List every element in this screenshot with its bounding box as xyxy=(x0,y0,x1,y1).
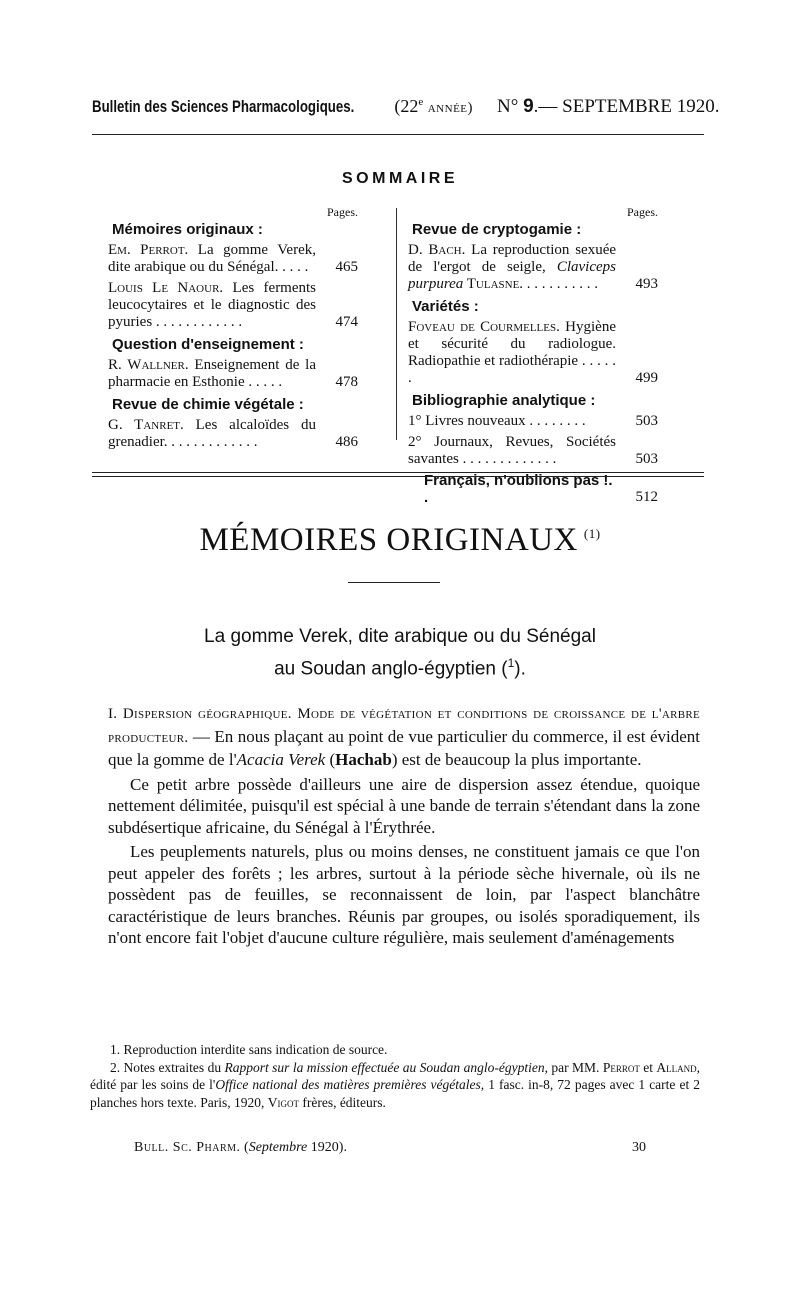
column-divider xyxy=(396,208,397,440)
sommaire-left-column xyxy=(108,206,358,455)
toc-page-number: 493 xyxy=(635,276,658,292)
toc-page-number: 503 xyxy=(635,451,658,467)
footnotes xyxy=(90,1041,700,1111)
pages-label: Pages. xyxy=(627,205,658,219)
toc-page-number: 499 xyxy=(635,370,658,386)
toc-entry[interactable]: G. Tanret. Les alcaloïdes du grenadier. . . . . . . . . . . . . 486 xyxy=(108,417,358,450)
citation-reference: Bull. Sc. Pharm. (Septembre 1920). xyxy=(134,1140,347,1155)
toc-entry[interactable]: 1° Livres nouveaux . . . . . . . . 503 xyxy=(408,413,658,429)
toc-entry[interactable]: R. Wallner. Enseignement de la pharmacie en Esthonie . . . . . 478 xyxy=(108,357,358,390)
issue-info: N° 9.— SEPTEMBRE 1920. xyxy=(497,96,720,117)
page-footer xyxy=(134,1140,646,1156)
section-heading: Bibliographie analytique : xyxy=(412,392,596,409)
toc-entry[interactable]: D. Bach. La reproduction sexuée de l'ergot de seigle, Claviceps purpurea Tulasne. . . . . . . . . . . 493 xyxy=(408,242,658,292)
section-heading: Variétés : xyxy=(412,298,479,315)
title-rule xyxy=(348,582,440,583)
footnote: 1. Reproduction interdite sans indication de source. xyxy=(110,1042,388,1057)
paragraph: Ce petit arbre possède d'ailleurs une aire de dispersion assez étendue, quoique nettement délimitée, puisqu'il est spécial à une bande de terrain s'étendant dans la zone subdésertique africaine, du Sénégal à l'Érythrée. xyxy=(108,774,700,837)
article-body xyxy=(108,702,700,952)
toc-page-number: 474 xyxy=(335,314,358,330)
toc-page-number: 503 xyxy=(635,413,658,429)
footnote: 2. Notes extraites du Rapport sur la mission effectuée au Soudan anglo-égyptien, par MM. Perrot et Alland, édité par les soins de l'Office national des matières premières végétales, 1 fasc. in-8, 72 pages avec 1 carte et 2 planches hors texte. Paris, 1920, Vigot frères, éditeurs. xyxy=(90,1059,701,1110)
toc-entry[interactable]: Em. Perrot. La gomme Verek, dite arabique ou du Sénégal. . . . . 465 xyxy=(108,242,358,275)
paragraph: I. Dispersion géographique. Mode de végétation et conditions de croissance de l'arbre producteur. — En nous plaçant au point de vue particulier du commerce, il est évident que la gomme de l'Acacia Verek (Hachab) est de beaucoup la plus importante. xyxy=(108,706,700,769)
toc-entry[interactable]: Louis Le Naour. Les ferments leucocytaires et le diagnostic des pyuries . . . . . . . . . . . . 474 xyxy=(108,280,358,330)
toc-page-number: 486 xyxy=(335,434,358,450)
section-heading: Revue de chimie végétale : xyxy=(112,396,304,413)
running-header xyxy=(92,96,720,118)
section-heading: Revue de cryptogamie : xyxy=(412,221,582,238)
section-heading: Question d'enseignement : xyxy=(112,336,304,353)
sommaire-rule xyxy=(92,472,704,473)
footnote-marker: (1) xyxy=(583,526,601,541)
header-rule xyxy=(92,134,704,135)
article-title: La gomme Verek, dite arabique ou du Sénégal au Soudan anglo-égyptien ($^1$). xyxy=(204,626,596,680)
toc-page-number: 478 xyxy=(335,374,358,390)
sommaire-title: SOMMAIRE xyxy=(342,170,458,187)
toc-page-number: 512 xyxy=(635,489,658,505)
toc-page-number: 465 xyxy=(335,259,358,275)
main-title: MÉMOIRES ORIGINAUX $^{(1)}$ xyxy=(199,522,601,558)
toc-entry[interactable]: Français, n'oublions pas !. . 512 xyxy=(424,472,658,506)
section-heading: Mémoires originaux : xyxy=(112,221,263,238)
sommaire-rule xyxy=(92,476,704,477)
paragraph: Les peuplements naturels, plus ou moins denses, ne constituent jamais ce que l'on peut appeler des forêts ; les arbres, surtout à la période sèche hivernale, où ils ne possèdent pas de feuilles, se reconnaissent de loin, par l'aspect blanchâtre caractéristique de leurs branches. Réunis par groupes, ou isolés sporadiquement, ils n'ont encore fait l'objet d'aucune culture régulière, mais seulement d'aménagements xyxy=(108,842,700,947)
pages-label: Pages. xyxy=(327,205,358,219)
toc-entry[interactable]: 2° Journaux, Revues, Sociétés savantes . . . . . . . . . . . . . 503 xyxy=(408,434,658,467)
volume-year: (22e année) xyxy=(394,96,473,116)
toc-entry[interactable]: Foveau de Courmelles. Hygiène et sécurité du radiologue. Radiopathie et radiothérapie . . . . . . 499 xyxy=(408,319,658,386)
page-number: 30 xyxy=(632,1140,646,1155)
journal-name: Bulletin des Sciences Pharmacologiques. xyxy=(92,97,355,116)
sommaire-right-column xyxy=(408,206,658,506)
